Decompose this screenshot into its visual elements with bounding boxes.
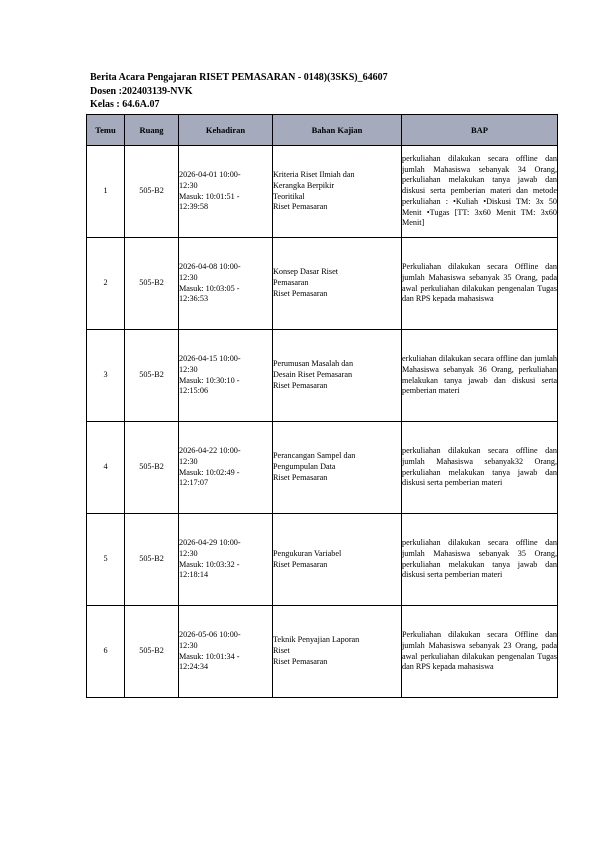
table-row bbox=[87, 238, 558, 330]
attendance-line: 12:30 bbox=[179, 364, 198, 374]
meeting-number-cell: 3 bbox=[87, 330, 125, 422]
meeting-number-cell: 6 bbox=[87, 606, 125, 698]
attendance-line: 12:17:07 bbox=[179, 478, 209, 488]
table-row bbox=[87, 330, 558, 422]
attendance-line: Masuk: 10:03:05 - bbox=[179, 283, 240, 293]
attendance-cell bbox=[179, 514, 273, 606]
topic-line: Riset Pemasaran bbox=[273, 656, 328, 666]
topic-cell bbox=[273, 514, 402, 606]
bap-cell bbox=[402, 146, 558, 238]
attendance-line: 12:36:53 bbox=[179, 294, 209, 304]
attendance-line: 12:30 bbox=[179, 180, 198, 190]
table-row bbox=[87, 514, 558, 606]
topic-line: Riset Pemasaran bbox=[273, 202, 328, 212]
attendance-table bbox=[86, 114, 558, 698]
table-header-row bbox=[87, 115, 558, 146]
topic-line: Konsep Dasar Riset bbox=[273, 267, 339, 277]
attendance-line: Masuk: 10:03:32 - bbox=[179, 559, 240, 569]
meeting-number-cell: 5 bbox=[87, 514, 125, 606]
lecturer-line: Dosen :202403139-NVK bbox=[90, 85, 193, 97]
bap-text: Perkuliahan dilakukan secara Offline dan jumlah Mahasiswa sebanyak 35 Orang, pada awal perkuliahan dilakukan pengenalan Tugas dan RPS kepada mahasiswa bbox=[402, 261, 557, 304]
bap-cell bbox=[402, 238, 558, 330]
topic-line: Desain Riset Pemasaran bbox=[273, 370, 353, 380]
topic-line: Teoritikal bbox=[273, 191, 305, 201]
attendance-line: 12:24:34 bbox=[179, 662, 209, 672]
bap-cell bbox=[402, 330, 558, 422]
topic-line: Riset Pemasaran bbox=[273, 380, 328, 390]
room-cell: 505-B2 bbox=[125, 606, 179, 698]
topic-line: Teknik Penyajian Laporan bbox=[273, 635, 360, 645]
attendance-line: 2026-04-29 10:00- bbox=[179, 537, 241, 547]
topic-line: Riset Pemasaran bbox=[273, 288, 328, 298]
attendance-cell bbox=[179, 238, 273, 330]
topic-cell bbox=[273, 238, 402, 330]
attendance-line: 2026-04-15 10:00- bbox=[179, 353, 241, 363]
bap-cell bbox=[402, 514, 558, 606]
attendance-cell bbox=[179, 146, 273, 238]
class-line: Kelas : 64.6A.07 bbox=[90, 99, 160, 110]
meeting-number-cell: 4 bbox=[87, 422, 125, 514]
topic-line: Pengumpulan Data bbox=[273, 462, 336, 472]
attendance-line: 12:30 bbox=[179, 272, 198, 282]
bap-text: perkuliahan dilakukan secara offline dan jumlah Mahasiswa sebanyak 34 Orang, perkuliahan melakukan tanya jawab dan diskusi serta pemberian materi dan metode perkuliahan : •Kuliah •Diskusi TM: 3x 50 Menit •Tugas [TT: 3x60 Menit TM: 3x60 Menit] bbox=[402, 153, 557, 228]
bap-cell bbox=[402, 606, 558, 698]
bap-text: perkuliahan dilakukan secara offline dan jumlah Mahasiswa sebanyak32 Orang, perkuliahan melakukan tanya jawab dan diskusi serta pemberian materi bbox=[402, 445, 557, 488]
attendance-line: 2026-04-08 10:00- bbox=[179, 261, 241, 271]
room-cell: 505-B2 bbox=[125, 514, 179, 606]
attendance-line: 12:30 bbox=[179, 640, 198, 650]
topic-cell bbox=[273, 422, 402, 514]
column-header-ruang: Ruang bbox=[125, 115, 179, 146]
meeting-number-cell: 1 bbox=[87, 146, 125, 238]
attendance-line: 2026-05-06 10:00- bbox=[179, 629, 241, 639]
room-cell: 505-B2 bbox=[125, 330, 179, 422]
column-header-bap: BAP bbox=[402, 115, 558, 146]
attendance-line: 12:30 bbox=[179, 456, 198, 466]
attendance-cell bbox=[179, 606, 273, 698]
topic-line: Kerangka Berpikir bbox=[273, 180, 335, 190]
column-header-temu: Temu bbox=[87, 115, 125, 146]
attendance-cell bbox=[179, 422, 273, 514]
topic-line: Riset bbox=[273, 646, 290, 656]
topic-cell bbox=[273, 146, 402, 238]
bap-text: erkuliahan dilakukan secara offline dan jumlah Mahasiswa sebanyak 36 Orang, perkuliahan melakukan tanya jawab dan diskusi serta pemberian materi bbox=[402, 353, 557, 396]
meeting-number-cell: 2 bbox=[87, 238, 125, 330]
room-cell: 505-B2 bbox=[125, 238, 179, 330]
topic-cell bbox=[273, 606, 402, 698]
topic-line: Perumusan Masalah dan bbox=[273, 359, 354, 369]
topic-line: Riset Pemasaran bbox=[273, 559, 328, 569]
column-header-bahan-kajian: Bahan Kajian bbox=[273, 115, 402, 146]
attendance-line: Masuk: 10:30:10 - bbox=[179, 375, 240, 385]
attendance-line: Masuk: 10:01:34 - bbox=[179, 651, 240, 661]
attendance-line: Masuk: 10:02:49 - bbox=[179, 467, 240, 477]
table-row bbox=[87, 606, 558, 698]
bap-cell bbox=[402, 422, 558, 514]
topic-cell bbox=[273, 330, 402, 422]
room-cell: 505-B2 bbox=[125, 422, 179, 514]
room-cell: 505-B2 bbox=[125, 146, 179, 238]
topic-line: Pemasaran bbox=[273, 278, 309, 288]
attendance-line: 12:18:14 bbox=[179, 570, 209, 580]
topic-line: Perancangan Sampel dan bbox=[273, 451, 356, 461]
topic-line: Riset Pemasaran bbox=[273, 472, 328, 482]
table-row bbox=[87, 146, 558, 238]
document-title: Berita Acara Pengajaran RISET PEMASARAN - 0148)(3SKS)_64607 bbox=[90, 72, 388, 83]
table-row bbox=[87, 422, 558, 514]
table-body bbox=[87, 146, 558, 698]
attendance-line: 2026-04-01 10:00- bbox=[179, 169, 241, 179]
attendance-cell bbox=[179, 330, 273, 422]
attendance-line: 12:15:06 bbox=[179, 386, 209, 396]
attendance-line: 12:39:58 bbox=[179, 202, 209, 212]
attendance-line: Masuk: 10:01:51 - bbox=[179, 191, 240, 201]
attendance-line: 2026-04-22 10:00- bbox=[179, 445, 241, 455]
topic-line: Pengukuran Variabel bbox=[273, 548, 342, 558]
column-header-kehadiran: Kehadiran bbox=[179, 115, 273, 146]
bap-text: perkuliahan dilakukan secara offline dan jumlah Mahasiswa sebanyak 35 Orang, perkuliahan melakukan tanya jawab dan diskusi serta pemberian materi bbox=[402, 537, 557, 580]
document-header bbox=[90, 71, 388, 112]
attendance-line: 12:30 bbox=[179, 548, 198, 558]
bap-text: Perkuliahan dilakukan secara Offline dan jumlah Mahasiswa sebanyak 23 Orang, pada awal perkuliahan dilakukan pengenalan Tugas dan RPS kepada mahasiswa bbox=[402, 629, 557, 672]
topic-line: Kriteria Riset Ilmiah dan bbox=[273, 169, 355, 179]
